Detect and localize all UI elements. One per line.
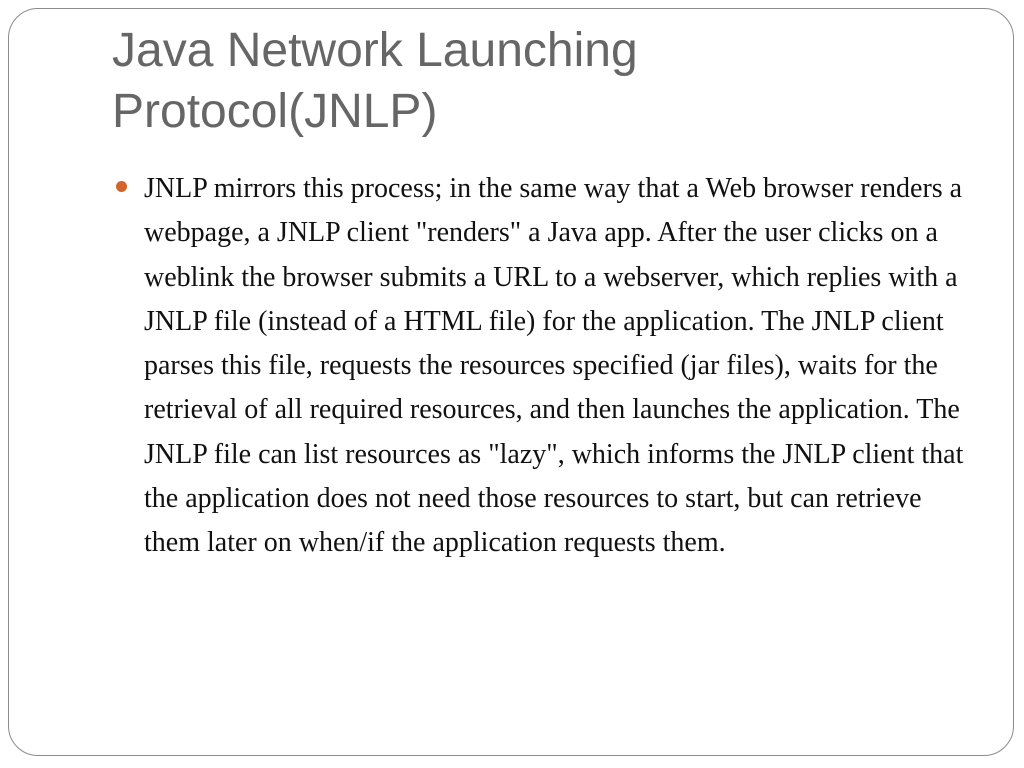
bullet-text: JNLP mirrors this process; in the same way that a Web browser renders a webpage, a JNLP client "renders" a Java app. After the user clicks on a weblink the browser submits a URL to a webserver, which replies with a JNLP file (instead of a HTML file) for the application. The JNLP client parses this file, requests the resources specified (jar files), waits for the retrieval of all required resources, and then launches the application. The JNLP file can list resources as "lazy", which informs the JNLP client that the application does not need those resources to start, but can retrieve them later on when/if the application requests them. xyxy=(144,173,964,559)
bullet-list xyxy=(144,167,974,566)
bullet-item xyxy=(144,167,974,566)
slide-title: Java Network Launching Protocol(JNLP) xyxy=(112,24,638,138)
bullet-marker-icon xyxy=(116,181,127,192)
